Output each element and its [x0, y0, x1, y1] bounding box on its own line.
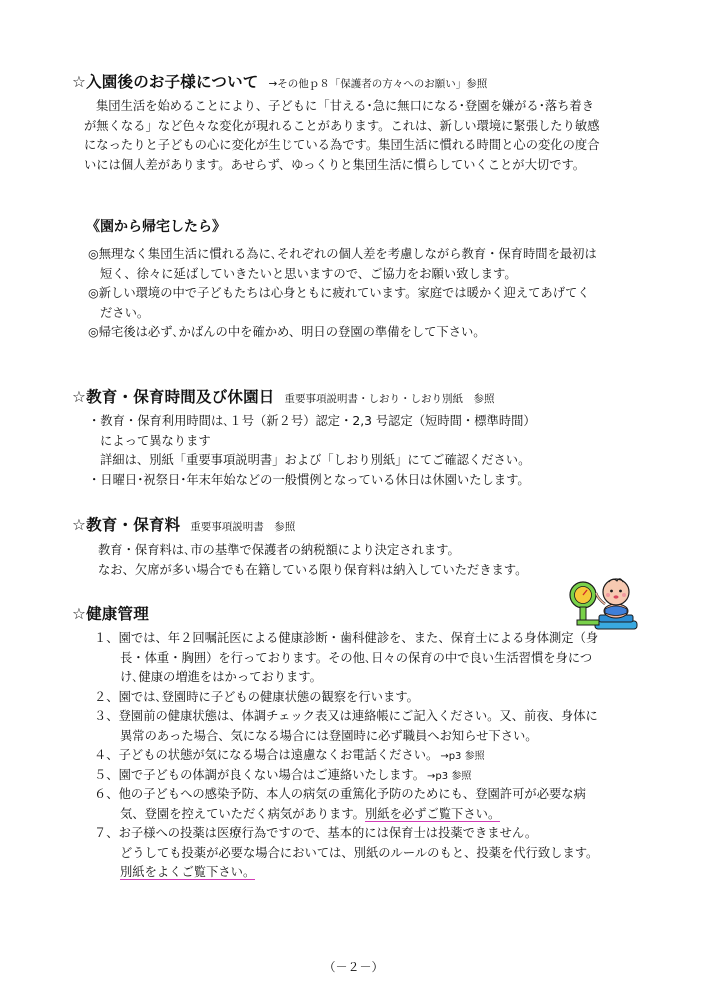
list-item: ・日曜日･祝祭日･年末年始などの一般慣例となっている休日は休園いたします。 [88, 472, 530, 487]
health-item-4-text: ４、子どもの状態が気になる場合は遠慮なくお電話ください。 [94, 748, 439, 762]
paragraph-line: が無くなる」など色々な変化が現れることがあります。これは、新しい環境に緊張したり敏感 [84, 118, 600, 133]
health-item-6-continuation [94, 805, 598, 825]
list-health [94, 629, 598, 883]
health-item-3-continuation: 異常のあった場合、気になる場合には登園時に必ず職員へお知らせ下さい。 [120, 728, 538, 743]
list-after-returning-home [88, 245, 597, 343]
list-item: ・教育・保育利用時間は､１号（新２号）認定・2,3 号認定（短時間・標準時間） [88, 414, 536, 428]
subsection-title-after-returning-home: 《園から帰宅したら》 [86, 219, 226, 235]
health-item-3: ３、登園前の健康状態は、体調チェック表又は連絡帳にご記入ください。又、前夜、身体に [94, 709, 598, 723]
paragraph-line: になったりと子どもの心に変化が生じている為です。集団生活に慣れる時間と心の変化の度合 [84, 138, 600, 152]
paragraph-line: いには個人差があります。あせらず、ゆっくりと集団生活に慣らしていくことが大切です。 [84, 157, 586, 172]
section-title-text: ☆健康管理 [72, 605, 149, 623]
section-title-text: ☆教育・保育料 [72, 516, 181, 534]
list-item-continuation: によって異なります [100, 433, 211, 448]
health-item-6: ６、他の子どもへの感染予防、本人の病気の重篤化予防のためにも、登園許可が必要な病 [94, 787, 586, 801]
health-item-5-reference: →p3 参照 [427, 770, 472, 782]
section-title-after-enrollment [72, 70, 487, 92]
section-reference: →その他ｐ８「保護者の方々へのお願い」参照 [268, 78, 488, 90]
list-item: ◎帰宅後は必ず､かばんの中を確かめ、明日の登園の準備をして下さい。 [88, 325, 486, 339]
health-item-5 [94, 766, 598, 786]
paragraph-line: なお、欠席が多い場合でも在籍している限り保育料は納入していただきます。 [98, 562, 528, 577]
health-item-4 [94, 746, 598, 766]
health-item-7-continuation: どうしても投薬が必要な場合においては、別紙のルールのもと、投薬を代行致します。 [120, 845, 599, 860]
section-title-text: ☆教育・保育時間及び休園日 [72, 388, 275, 406]
paragraph-line: 教育・保育料は､市の基準で保護者の納税額により決定されます。 [98, 543, 460, 557]
health-item-7: ７、お子様への投薬は医療行為ですので、基本的には保育士は投薬できません。 [94, 826, 538, 840]
baby-on-scale-icon [565, 573, 645, 633]
list-item-continuation: 詳細は、別紙「重要事項説明書」および「しおり別紙」にてご確認ください。 [100, 453, 531, 467]
health-item-5-text: ５、園で子どもの体調が良くない場合はご連絡いたします。 [94, 767, 426, 782]
section-title-fees [72, 513, 295, 535]
section-title-health [72, 602, 149, 624]
health-item-7-underlined-note: 別紙をよくご覧下さい。 [120, 865, 256, 879]
section-reference: 重要事項説明書 参照 [190, 521, 296, 533]
health-item-1-continuation: け､健康の増進をはかっております。 [120, 670, 322, 684]
section-reference: 重要事項説明書・しおり・しおり別紙 参照 [284, 393, 495, 405]
health-item-2: ２、園では､登園時に子どもの健康状態の観察を行います。 [94, 689, 419, 704]
health-item-7-note-line [94, 863, 598, 883]
health-item-6-underlined-note: 別紙を必ずご覧下さい。 [364, 806, 501, 821]
list-hours-holidays [88, 412, 536, 490]
section-title-hours-holidays [72, 385, 495, 407]
list-item-continuation: 短く、徐々に延ばしていきたいと思いますので、ご協力をお願い致します。 [100, 266, 517, 281]
health-item-6-text: 気、登園を控えていただく病気があります。 [120, 806, 365, 821]
list-item-continuation: ださい。 [100, 305, 150, 320]
list-item: ◎無理なく集団生活に慣れる為に､それぞれの個人差を考慮しながら教育・保育時間を最初は [88, 247, 597, 261]
paragraph-after-enrollment [84, 97, 600, 175]
paragraph-fees [98, 541, 527, 580]
list-item: ◎新しい環境の中で子どもたちは心身ともに疲れています。家庭では暖かく迎えてあげてく [88, 286, 590, 300]
page-number: （－２－） [323, 960, 384, 974]
section-title-text: ☆入園後のお子様について [72, 73, 259, 91]
paragraph-line: 集団生活を始めることにより、子どもに「甘える･急に無口になる･登園を嫌がる･落ち着き [96, 99, 595, 113]
health-item-1: １、園では、年２回嘱託医による健康診断・歯科健診を、また、保育士による身体測定（身 [94, 631, 599, 645]
health-item-1-continuation: 長・体重・胸囲）を行っております。その他､日々の保育の中で良い生活習慣を身につ [120, 650, 593, 665]
health-item-4-reference: →p3 参照 [440, 751, 485, 762]
